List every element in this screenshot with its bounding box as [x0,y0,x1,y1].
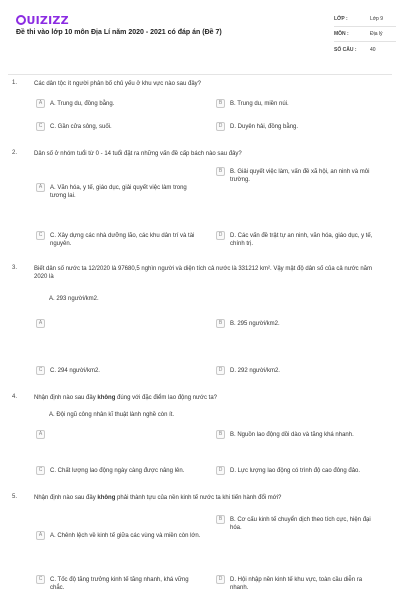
option-text: C. Gần cửa sông, suối. [50,124,112,130]
option-c[interactable] [36,367,201,375]
option-c[interactable] [36,232,201,248]
option-c[interactable] [36,576,201,592]
question-number: 4. [12,394,18,400]
header-divider [8,74,392,75]
option-text: D. Lực lượng lao động có trình độ cao đông đảo. [230,468,361,474]
meta-row-grade: LỚP : Lớp 9 [334,12,396,27]
option-b[interactable] [216,168,381,184]
option-b[interactable] [216,320,381,328]
option-b[interactable] [216,431,381,439]
option-letter-box: C [36,366,45,375]
option-a[interactable] [36,100,201,108]
option-c[interactable] [36,467,201,475]
option-d[interactable] [216,576,381,592]
option-letter-box: A [36,183,45,192]
question-number: 3. [12,265,18,271]
worksheet-title: Đề thi vào lớp 10 môn Địa Lí năm 2020 - 2021 có đáp án (Đề 7) [16,29,222,36]
worksheet-header [10,10,390,62]
option-text: A. Chênh lệch về kinh tế giữa các vùng và miền còn lớn. [50,533,201,539]
option-text: C. Chất lượng lao động ngày càng được nâng lên. [50,468,185,474]
option-c[interactable] [36,123,201,131]
logo-q-icon [16,15,26,25]
option-letter-box: A [36,99,45,108]
option-letter-box: A [36,531,45,540]
option-d[interactable] [216,467,381,475]
option-letter-box: D [216,466,225,475]
option-text: B. Nguồn lao động dồi dào và tăng khá nhanh. [230,432,354,438]
option-text: C. Xây dựng các nhà dưỡng lão, các khu dân trí và tài nguyên. [50,233,195,248]
option-letter-box: D [216,575,225,584]
option-text: D. 292 người/km2. [230,368,280,374]
option-letter-box: B [216,99,225,108]
option-text: A. Trung du, đồng bằng. [50,101,115,107]
question-number: 1. [12,80,18,86]
option-letter-box: B [216,515,225,524]
option-letter-box: A [36,430,45,439]
option-text: B. Giải quyết việc làm, vấn đề xã hội, an ninh và môi trường. [230,169,370,184]
question-number: 2. [12,150,18,156]
option-d[interactable] [216,232,381,248]
option-text: A. Văn hóa, y tế, giáo dục, giải quyết việc làm trong tương lai. [50,185,187,200]
question-text: Nhận định nào sau đây không phải thành tựu của nền kinh tế nước ta khi tiến hành đổi mới? [34,495,282,501]
question-text: Nhận định nào sau đây không đúng với đặc điểm lao động nước ta? [34,395,218,401]
option-letter-box: C [36,466,45,475]
worksheet-meta [334,12,396,57]
option-b[interactable] [216,100,381,108]
meta-row-count: SỐ CÂU : 40 [334,46,376,53]
option-letter-box: D [216,122,225,131]
option-b[interactable] [216,516,381,532]
option-text: B. Cơ cấu kinh tế chuyển dịch theo tích cực, hiện đại hóa. [230,517,371,532]
option-letter-box: A [36,319,45,328]
option-a-text: A. 293 người/km2. [49,296,99,302]
quizizz-logo: UIZIZZ [16,14,69,27]
option-letter-box: B [216,167,225,176]
option-a[interactable] [36,184,201,200]
option-letter-box: B [216,430,225,439]
meta-row-subject: MÔN : Địa lý [334,27,396,42]
question-text: Biết dân số nước ta 12/2020 là 97680,5 nghìn người và diện tích cả nước là 331212 km². Vậy mật độ dân số của cả nước năm 2020 là [34,266,373,281]
option-text: D. Các vấn đề trật tự an ninh, văn hóa, giáo dục, y tế, chính trị. [230,233,373,248]
option-text: B. 295 người/km2. [230,321,280,327]
option-a-text: A. Đội ngũ công nhân kĩ thuật lành nghề còn ít. [49,412,175,418]
option-letter-box: D [216,366,225,375]
option-text: C. Tốc độ tăng trưởng kinh tế tăng nhanh, khá vững chắc. [50,577,189,592]
option-letter-box: C [36,575,45,584]
option-letter-box: C [36,122,45,131]
option-a[interactable] [36,431,201,439]
option-d[interactable] [216,123,381,131]
question-text: Dân số ở nhóm tuổi từ 0 - 14 tuổi đặt ra những vấn đề cấp bách nào sau đây? [34,151,242,157]
option-letter-box: B [216,319,225,328]
option-text: D. Duyên hải, đồng bằng. [230,124,299,130]
option-text: C. 294 người/km2. [50,368,100,374]
question-number: 5. [12,494,18,500]
option-a[interactable] [36,532,201,540]
option-text: D. Hội nhập nền kinh tế khu vực, toàn cầu diễn ra nhanh. [230,577,363,592]
option-letter-box: C [36,231,45,240]
option-letter-box: D [216,231,225,240]
option-a[interactable] [36,320,201,328]
option-text: B. Trung du, miền núi. [230,101,289,107]
option-d[interactable] [216,367,381,375]
question-text: Các dân tộc ít người phân bố chủ yếu ở khu vực nào sau đây? [34,81,202,87]
